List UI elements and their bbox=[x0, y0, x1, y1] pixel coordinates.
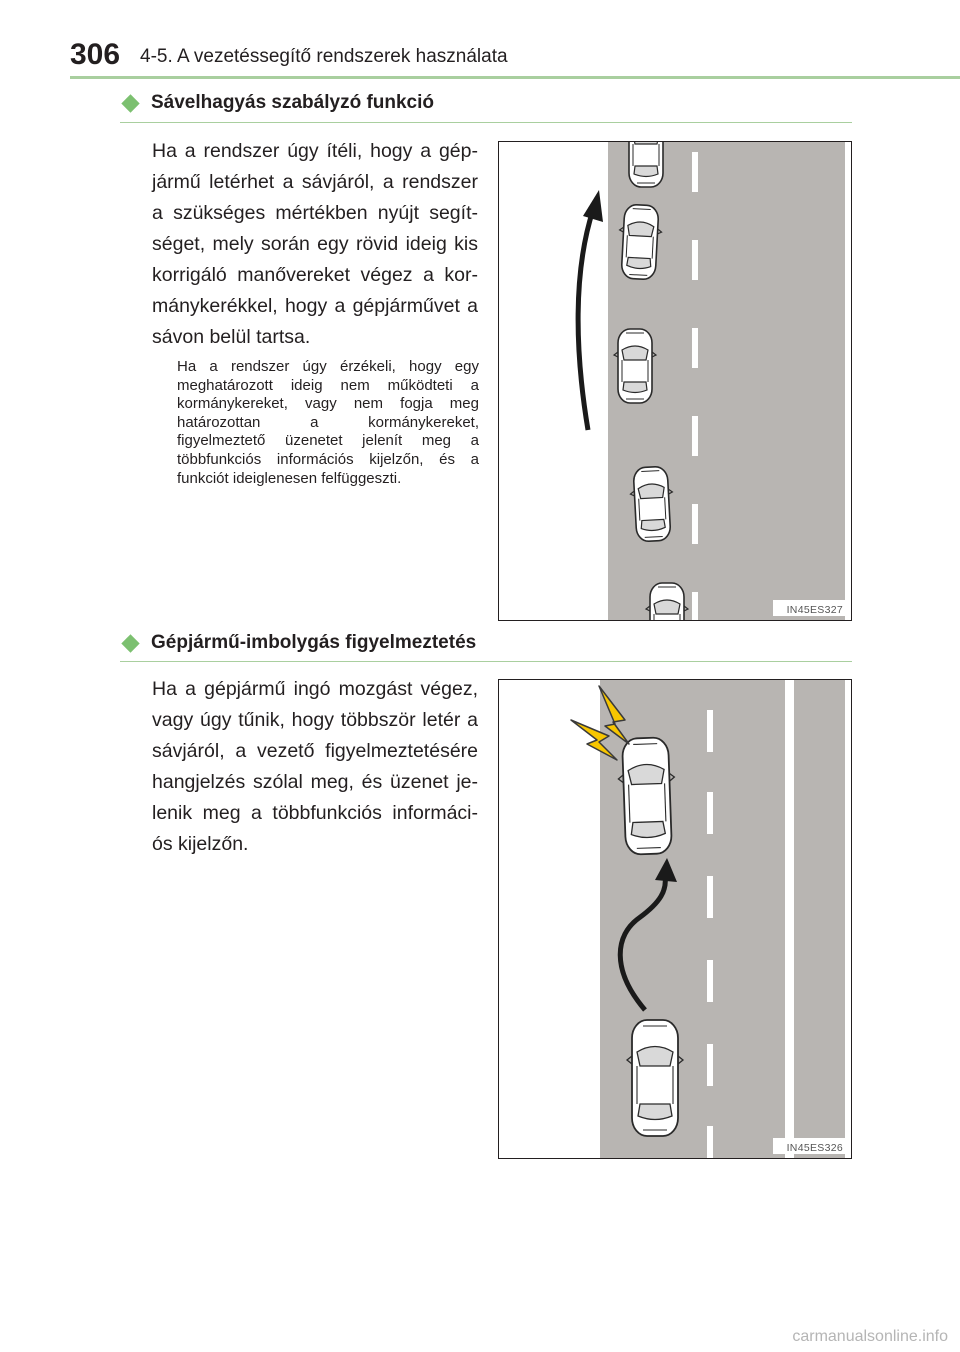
figure-sway-warning bbox=[498, 679, 852, 1159]
solid-lane-line bbox=[785, 680, 794, 1158]
diamond-bullet-icon bbox=[121, 634, 139, 652]
solid-lane-line bbox=[591, 680, 600, 1158]
car-icon bbox=[625, 142, 667, 187]
figure-lane-departure bbox=[498, 141, 852, 621]
section-heading-text: Gépjármű-imbolygás figyelmeztetés bbox=[151, 632, 477, 653]
section-heading-sway-warning bbox=[120, 632, 476, 654]
car-icon bbox=[614, 329, 656, 403]
header-rule bbox=[70, 76, 960, 79]
section-heading-text: Sávelhagyás szabályzó funkció bbox=[151, 92, 435, 113]
car-icon bbox=[627, 1020, 683, 1136]
section1-body: Ha a rendszer úgy ítéli, hogy a gép-jármű letérhet a sávjáról, a rendszer a szükséges mértékben nyújt segít-séget, mely során egy rövid ideig kis korrigáló manővereket végez a kor-mánykerékkel, hogy a gépjárművet a sávon belül tartsa. bbox=[152, 140, 478, 348]
chapter-title: 4-5. A vezetéssegítő rendszerek használata bbox=[140, 46, 508, 67]
section-heading-lane-departure bbox=[120, 92, 434, 114]
section2-body: Ha a gépjármű ingó mozgást végez, vagy úgy tűnik, hogy többször letér a sávjáról, a vezető figyelmeztetésére hangjelzés szólal meg, és üzenet je-lenik meg a többfunkciós informáci-ós kijelzőn. bbox=[152, 678, 478, 855]
diamond-bullet-icon bbox=[121, 94, 139, 112]
watermark: carmanualsonline.info bbox=[792, 1328, 948, 1345]
page-number: 306 bbox=[70, 38, 121, 71]
section-rule bbox=[120, 122, 852, 123]
section-rule bbox=[120, 661, 852, 662]
section1-note: Ha a rendszer úgy érzékeli, hogy egy meghatározott ideig nem működteti a kormánykereket, vagy nem fogja meg határozottan a kormánykereket, figyelmeztető üzenetet jelenít meg a többfunkciós információs kijelzőn, és a funkciót ideiglenesen felfüggeszti. bbox=[177, 358, 479, 487]
car-icon bbox=[617, 737, 677, 855]
figure-code: IN45ES327 bbox=[786, 604, 843, 616]
car-icon bbox=[646, 583, 688, 620]
car-icon bbox=[617, 204, 663, 280]
figure-code: IN45ES326 bbox=[786, 1142, 843, 1154]
lane-departure-illustration bbox=[499, 142, 851, 620]
vehicle-sway-illustration bbox=[499, 680, 851, 1158]
car-icon bbox=[629, 466, 675, 542]
